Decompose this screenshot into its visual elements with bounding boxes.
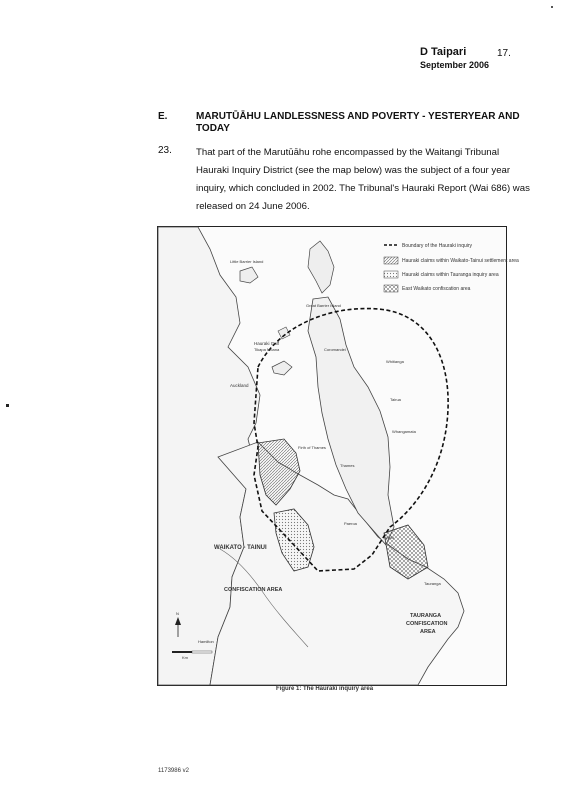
document-id: 1173986 v2 [158,768,189,774]
label-hamilton: Hamilton [198,639,214,644]
north-label: N [176,611,179,616]
legend-waikato-tainui: Hauraki claims within Waikato-Tainui settlement area [402,258,519,264]
header-date: September 2006 [420,60,490,70]
label-thames: Thames [340,463,355,468]
scan-speck [551,6,553,8]
legend-east-waikato: East Waikato confiscation area [402,286,471,292]
label-hauraki-gulf: Hauraki Gulf [254,341,280,346]
label-tairua: Tairua [390,397,401,402]
label-whangamata: Whangamata [392,429,416,434]
figure-caption: Figure 1: The Hauraki inquiry area [276,686,374,692]
label-waikato-tainui: WAIKATO - TAINUI [214,545,267,551]
label-paeroa: Paeroa [344,521,357,526]
label-little-barrier: Little Barrier Island [230,259,264,264]
little-barrier-island [240,267,258,283]
header-author: D Taipari [420,46,467,58]
label-tikapa-moana: Tikapa Moana [254,347,280,352]
map-graphic [158,227,519,685]
hauraki-map [157,226,519,686]
label-auckland: Auckland [230,383,249,388]
label-tauranga: Tauranga [424,581,441,586]
label-whitianga: Whitianga [386,359,404,364]
label-tauranga-conf-3: AREA [420,629,436,635]
page-number: 17. [497,48,511,59]
label-waihi: Waihi [384,535,394,540]
great-barrier-island [308,241,334,293]
waiheke-island [272,361,292,375]
label-tauranga-conf-1: TAURANGA [410,613,442,619]
label-coromandel: Coromandel [324,347,346,352]
map-legend [384,243,519,292]
section-title: MARUTŪĀHU LANDLESSNESS AND POVERTY - YESTERYEAR AND TODAY [196,111,520,134]
legend-boundary: Boundary of the Hauraki inquiry [402,243,473,249]
margin-mark [6,404,9,407]
paragraph-number: 23. [158,145,172,156]
label-firth-of-thames: Firth of Thames [298,445,326,450]
label-confiscation-area: CONFISCATION AREA [224,587,283,593]
label-tauranga-conf-2: CONFISCATION [406,621,448,627]
scale-label: Km [182,655,188,660]
label-great-barrier: Great Barrier Island [306,303,341,308]
legend-tauranga: Hauraki claims within Tauranga inquiry area [402,272,499,278]
paragraph-text: That part of the Marutūāhu rohe encompassed by the Waitangi Tribunal Hauraki Inquiry District (see the map below) was the subject of a four year inquiry, which concluded in 2002. The Tribunal's Hauraki Report (Wai 686) was released on 24 June 2006. [196,147,530,212]
section-letter: E. [158,111,168,122]
